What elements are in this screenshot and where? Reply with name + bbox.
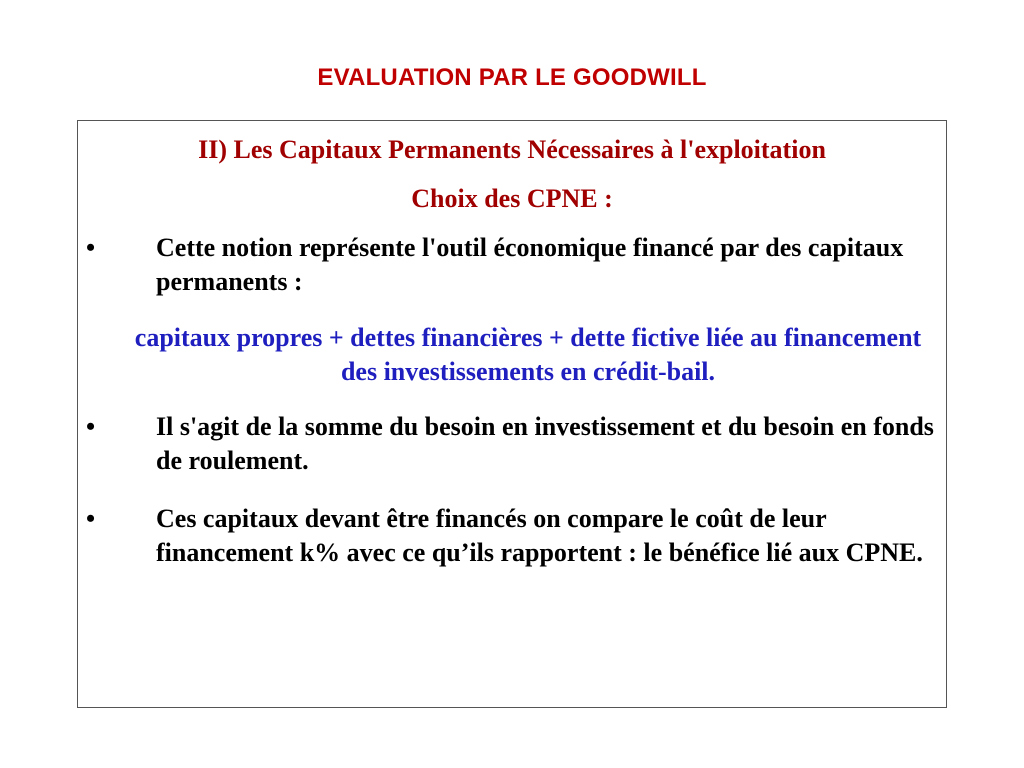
formula-text: capitaux propres + dettes financières + dette fictive liée au financement des investissements en crédit-bail.: [134, 323, 922, 386]
section-heading: II) Les Capitaux Permanents Nécessaires à l'exploitation: [198, 135, 826, 164]
bullet-marker-2: •: [86, 412, 96, 441]
subheading: Choix des CPNE :: [411, 184, 613, 213]
bullet-item-2: Il s'agit de la somme du besoin en investissement et du besoin en fonds de roulement.: [156, 412, 934, 475]
bullet-item-3: Ces capitaux devant être financés on compare le coût de leur financement k% avec ce qu’ils rapportent : le bénéfice lié aux CPNE.: [156, 504, 923, 567]
content-box: [77, 120, 947, 708]
bullet-marker-3: •: [86, 504, 96, 533]
bullet-marker-1: •: [86, 233, 96, 262]
slide-title: EVALUATION PAR LE GOODWILL: [317, 64, 707, 91]
bullet-item-1: Cette notion représente l'outil économique financé par des capitaux permanents :: [156, 233, 904, 296]
